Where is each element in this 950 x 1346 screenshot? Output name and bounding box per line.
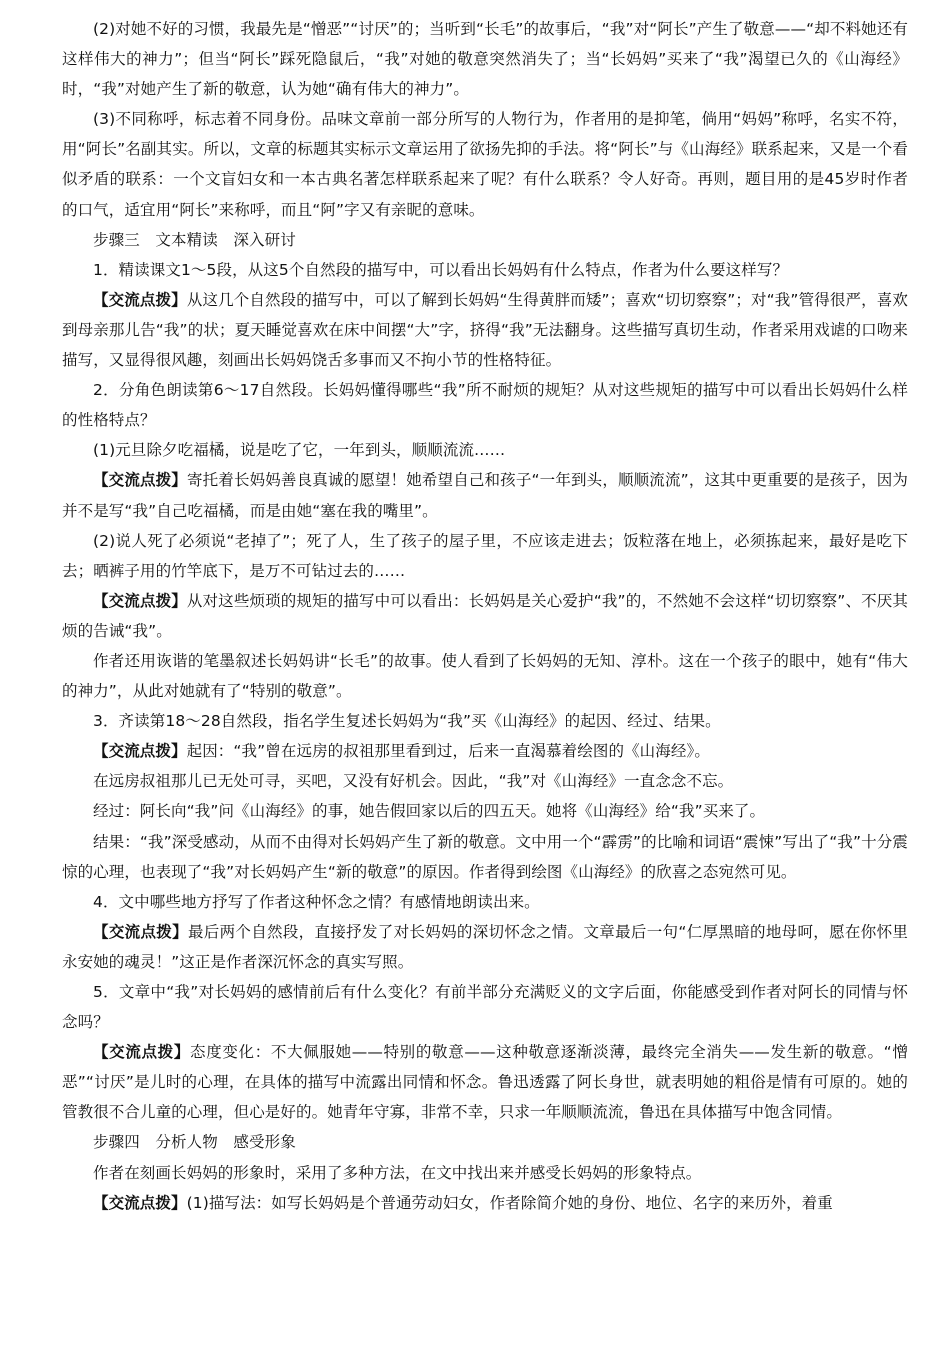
answer-tag: 【交流点拨】 <box>93 471 187 490</box>
question-3: 3．齐读第18～28自然段，指名学生复述长妈妈为“我”买《山海经》的起因、经过、结果。 <box>93 712 721 731</box>
quote-2-1: (1)元旦除夕吃福橘，说是吃了它，一年到头，顺顺流流…… <box>93 441 506 460</box>
answer-2-1: 【交流点拨】寄托着长妈妈善良真诚的愿望！她希望自己和孩子“一年到头，顺顺流流”，这其中更重要的是孩子，因为并不是写“我”自己吃福橘，而是由她“塞在我的嘴里”。 <box>62 471 908 520</box>
answer-4: 【交流点拨】最后两个自然段，直接抒发了对长妈妈的深切怀念之情。文章最后一句“仁厚黑暗的地母呵，愿在你怀里永安她的魂灵！”这正是作者深沉怀念的真实写照。 <box>62 922 908 971</box>
paragraph-changmao-story: 作者还用诙谐的笔墨叙述长妈妈讲“长毛”的故事。使人看到了长妈妈的无知、淳朴。这在一个孩子的眼中，她有“伟大的神力”，从此对她就有了“特别的敬意”。 <box>62 651 908 701</box>
section-heading-step-three: 步骤三 文本精读 深入研讨 <box>93 230 296 249</box>
answer-2-2: 【交流点拨】从对这些烦琐的规矩的描写中可以看出：长妈妈是关心爱护“我”的，不然她不会这样“切切察察”、不厌其烦的告诫“我”。 <box>62 591 908 640</box>
paragraph-habits-attitude: (2)对她不好的习惯，我最先是“憎恶”“讨厌”的；当听到“长毛”的故事后，“我”对“阿长”产生了敬意——“却不料她还有这样伟大的神力”；但当“阿长”踩死隐鼠后，“我”对她的敬意突然消失了；当“长妈妈”买来了“我”渴望已久的《山海经》时，“我”对她产生了新的敬意，认为她“确有伟大的神力”。 <box>62 20 908 99</box>
answer-tag: 【交流点拨】 <box>93 1193 187 1212</box>
section-heading-step-four: 步骤四 分析人物 感受形象 <box>93 1133 296 1152</box>
answer-tag: 【交流点拨】 <box>93 922 188 941</box>
question-2: 2．分角色朗读第6～17自然段。长妈妈懂得哪些“我”所不耐烦的规矩？从对这些规矩的描写中可以看出长妈妈什么样的性格特点？ <box>62 381 908 430</box>
paragraph-title-meaning: (3)不同称呼，标志着不同身份。品味文章前一部分所写的人物行为，作者用的是抑笔，倘用“妈妈”称呼，名实不符，用“阿长”名副其实。所以，文章的标题其实标示文章运用了欲扬先抑的手法。将“阿长”与《山海经》联系起来，又是一个看似矛盾的联系：一个文盲妇女和一本古典名著怎样联系起来了呢？有什么联系？令人好奇。再则，题目用的是45岁时作者的口气，适宜用“阿长”来称呼，而且“阿”字又有亲昵的意味。 <box>62 110 908 219</box>
quote-2-2: (2)说人死了必须说“老掉了”；死了人，生了孩子的屋子里，不应该走进去；饭粒落在地上，必须拣起来，最好是吃下去；晒裤子用的竹竿底下，是万不可钻过去的…… <box>62 531 908 580</box>
question-4: 4．文中哪些地方抒写了作者这种怀念之情？有感情地朗读出来。 <box>93 892 540 911</box>
answer-3-cause: 【交流点拨】起因：“我”曾在远房的叔祖那里看到过，后来一直渴慕着绘图的《山海经》。 <box>93 742 710 761</box>
answer-tag: 【交流点拨】 <box>93 1043 191 1062</box>
answer-3-result: 结果：“我”深受感动，从而不由得对长妈妈产生了新的敬意。文中用一个“霹雳”的比喻和词语“震悚”写出了“我”十分震惊的心理，也表现了“我”对长妈妈产生“新的敬意”的原因。作者得到绘图《山海经》的欣喜之态宛然可见。 <box>62 832 908 881</box>
paragraph-character-methods: 作者在刻画长妈妈的形象时，采用了多种方法，在文中找出来并感受长妈妈的形象特点。 <box>93 1163 702 1182</box>
question-5: 5．文章中“我”对长妈妈的感情前后有什么变化？有前半部分充满贬义的文字后面，你能感受到作者对阿长的同情与怀念吗？ <box>62 983 908 1032</box>
answer-3-process: 经过：阿长向“我”问《山海经》的事，她告假回家以后的四五天。她将《山海经》给“我”买来了。 <box>93 802 766 821</box>
answer-3-cause-cont: 在远房叔祖那儿已无处可寻，买吧，又没有好机会。因此，“我”对《山海经》一直念念不忘。 <box>93 772 734 791</box>
answer-5: 【交流点拨】态度变化：不大佩服她——特别的敬意——这种敬意逐渐淡薄，最终完全消失——发生新的敬意。“憎恶”“讨厌”是儿时的心理，在具体的描写中流露出同情和怀念。鲁迅透露了阿长身世，就表明她的粗俗是情有可原的。她的管教很不合儿童的心理，但心是好的。她青年守寡，非常不幸，只求一年顺顺流流，鲁迅在具体描写中饱含同情。 <box>62 1043 908 1122</box>
answer-tag: 【交流点拨】 <box>93 290 187 309</box>
answer-1: 【交流点拨】从这几个自然段的描写中，可以了解到长妈妈“生得黄胖而矮”；喜欢“切切察察”；对“我”管得很严，喜欢到母亲那儿告“我”的状；夏天睡觉喜欢在床中间摆“大”字，挤得“我”无法翻身。这些描写真切生动，作者采用戏谑的口吻来描写，又显得很风趣，刻画出长妈妈饶舌多事而又不拘小节的性格特征。 <box>62 290 908 370</box>
question-1: 1．精读课文1～5段，从这5个自然段的描写中，可以看出长妈妈有什么特点，作者为什么要这样写？ <box>93 260 789 279</box>
answer-tag: 【交流点拨】 <box>93 591 187 610</box>
answer-tag: 【交流点拨】 <box>93 742 187 761</box>
answer-character-methods: 【交流点拨】(1)描写法：如写长妈妈是个普通劳动妇女，作者除简介她的身份、地位、名字的来历外，着重 <box>93 1193 833 1212</box>
